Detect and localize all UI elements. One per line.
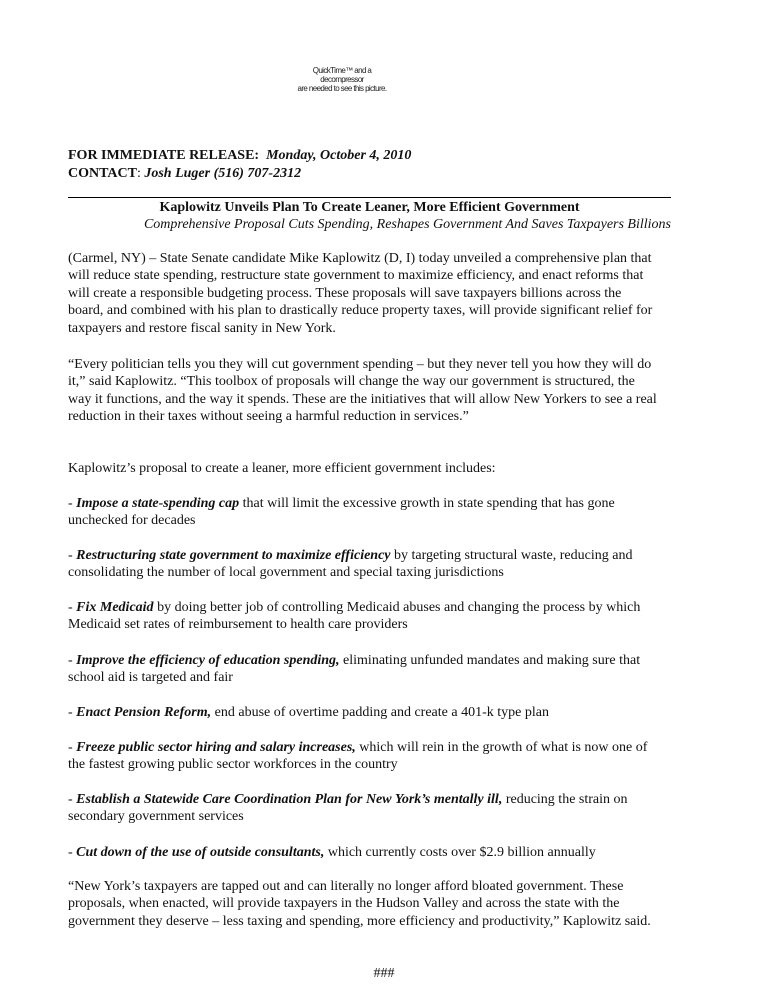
bullet-text: which will rein in the growth of what is now one of the fastest growing public sector workforces in the country xyxy=(68,740,648,773)
bullet-text: by targeting structural waste, reducing and consolidating the number of local government and special taxing jurisdictions xyxy=(68,548,633,581)
bullet-text: end abuse of overtime padding and create a 401-k type plan xyxy=(211,705,549,720)
bullet-dash: - xyxy=(68,496,77,511)
bullet-text: by doing better job of controlling Medicaid abuses and changing the process by which Medicaid set rates of reimbursement to health care providers xyxy=(68,600,641,633)
contact-separator: : xyxy=(136,166,145,181)
bullet-lead: Impose a state-spending cap xyxy=(76,496,240,511)
release-line xyxy=(68,148,411,164)
bullet-lead: Freeze public sector hiring and salary increases, xyxy=(76,740,356,755)
bullet-dash: - xyxy=(68,600,77,615)
placeholder-line: decompressor xyxy=(320,75,364,84)
list-item xyxy=(68,704,658,721)
list-item xyxy=(68,844,658,861)
bullet-dash: - xyxy=(68,705,77,720)
bullet-dash: - xyxy=(68,845,77,860)
bullet-lead: Improve the efficiency of education spending, xyxy=(76,653,340,668)
subheadline: Comprehensive Proposal Cuts Spending, Reshapes Government And Saves Taxpayers Billions xyxy=(143,217,671,232)
bullet-text: reducing the strain on secondary government services xyxy=(68,792,628,825)
release-label: FOR IMMEDIATE RELEASE: xyxy=(68,148,260,163)
list-item xyxy=(68,652,658,687)
image-placeholder xyxy=(262,66,422,93)
bullet-lead: Restructuring state government to maximize efficiency xyxy=(76,548,391,563)
closing-paragraph: “New York’s taxpayers are tapped out and can literally no longer afford bloated government. These proposals, when enacted, will provide taxpayers in the Hudson Valley and across the state with the government they deserve – less taxing and spending, more efficiency and productivity,” Kaplowitz said. xyxy=(68,879,651,929)
list-item xyxy=(68,791,658,826)
bullet-lead: Enact Pension Reform, xyxy=(76,705,212,720)
quote-paragraph: “Every politician tells you they will cut government spending – but they never tell you how they will do it,” said Kaplowitz. “This toolbox of proposals will change the way our government is structured, the way it functions, and the way it spends. These are the initiatives that will allow New Yorkers to see a real reduction in their taxes without seeing a harmful reduction in services.” xyxy=(68,357,657,425)
release-date: Monday, October 4, 2010 xyxy=(266,148,412,163)
bullet-lead: Fix Medicaid xyxy=(76,600,154,615)
contact-value: Josh Luger (516) 707-2312 xyxy=(144,166,302,181)
list-item xyxy=(68,495,658,530)
contact-line xyxy=(68,166,301,182)
list-item xyxy=(68,547,658,582)
bullet-lead: Establish a Statewide Care Coordination Plan for New York’s mentally ill, xyxy=(76,792,503,807)
list-item xyxy=(68,739,658,774)
list-intro: Kaplowitz’s proposal to create a leaner, more efficient government includes: xyxy=(68,461,496,476)
bullet-dash: - xyxy=(68,548,77,563)
bullet-dash: - xyxy=(68,740,77,755)
placeholder-line: QuickTime™ and a xyxy=(312,66,372,75)
header-divider xyxy=(68,197,671,198)
bullet-text: eliminating unfunded mandates and making sure that school aid is targeted and fair xyxy=(68,653,641,686)
intro-paragraph: (Carmel, NY) – State Senate candidate Mike Kaplowitz (D, I) today unveiled a comprehensive plan that will reduce state spending, restructure state government to maximize efficiency, and enact reforms that will create a responsible budgeting process. These proposals will save taxpayers billions across the board, and combined with his plan to drastically reduce property taxes, will provide significant relief for taxpayers and restore fiscal sanity in New York. xyxy=(68,251,653,336)
end-mark: ### xyxy=(373,966,395,981)
placeholder-line: are needed to see this picture. xyxy=(297,84,387,93)
headline: Kaplowitz Unveils Plan To Create Leaner, More Efficient Government xyxy=(159,200,580,215)
bullet-lead: Cut down of the use of outside consultants, xyxy=(76,845,325,860)
list-item xyxy=(68,599,658,634)
bullet-dash: - xyxy=(68,792,77,807)
bullet-text: that will limit the excessive growth in state spending that has gone unchecked for decades xyxy=(68,496,615,529)
contact-label: CONTACT xyxy=(68,166,137,181)
bullet-dash: - xyxy=(68,653,77,668)
bullet-text: which currently costs over $2.9 billion annually xyxy=(324,845,596,860)
